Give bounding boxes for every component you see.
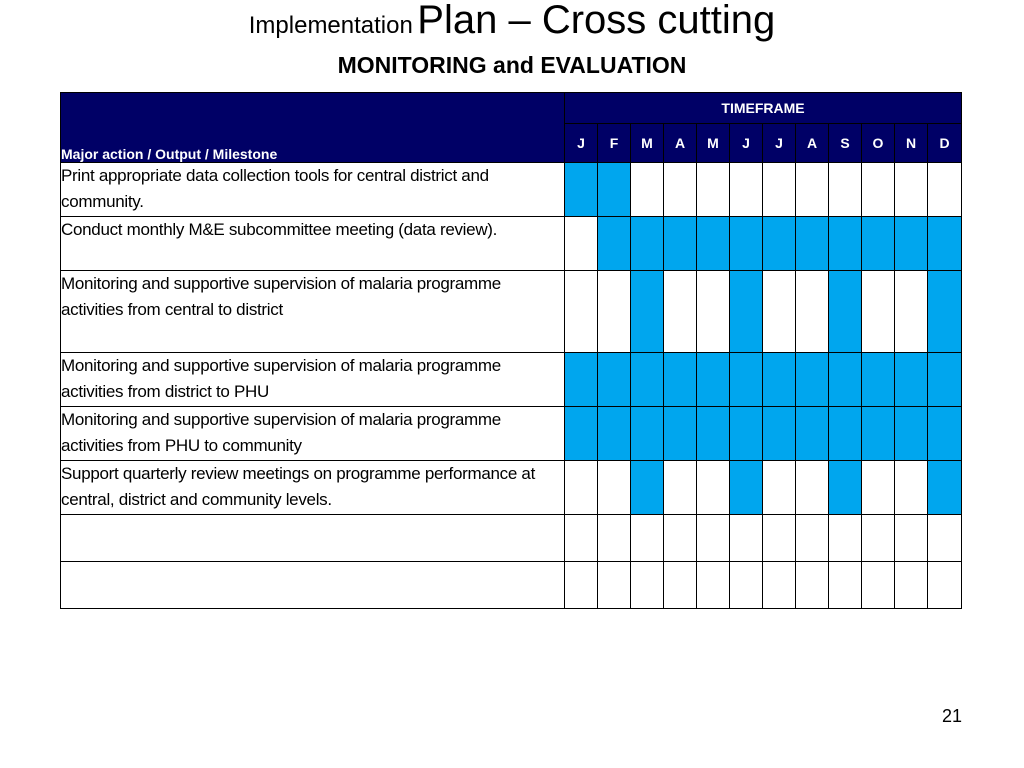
- timeframe-cell-empty: [829, 562, 862, 609]
- month-header-10: N: [895, 124, 928, 163]
- timeframe-cell-empty: [664, 515, 697, 562]
- timeframe-cell-active: [796, 353, 829, 407]
- timeframe-cell-empty: [862, 515, 895, 562]
- month-header-8: S: [829, 124, 862, 163]
- timeframe-header: TIMEFRAME: [565, 93, 962, 124]
- timeframe-cell-active: [631, 461, 664, 515]
- action-column-header: Major action / Output / Milestone: [61, 93, 565, 163]
- month-header-5: J: [730, 124, 763, 163]
- timeframe-cell-active: [631, 271, 664, 353]
- action-cell: Print appropriate data collection tools for central district and community.: [61, 163, 565, 217]
- timeframe-cell-active: [730, 217, 763, 271]
- month-header-1: F: [598, 124, 631, 163]
- month-header-0: J: [565, 124, 598, 163]
- timeframe-cell-empty: [862, 562, 895, 609]
- timeframe-cell-active: [862, 353, 895, 407]
- timeframe-cell-active: [928, 271, 962, 353]
- timeframe-cell-empty: [928, 163, 962, 217]
- timeframe-cell-empty: [697, 163, 730, 217]
- timeframe-cell-empty: [697, 461, 730, 515]
- timeframe-cell-empty: [829, 515, 862, 562]
- page-number: 21: [941, 706, 962, 726]
- timeframe-cell-empty: [796, 461, 829, 515]
- action-cell: Monitoring and supportive supervision of malaria programme activities from central to district: [61, 271, 565, 353]
- timeframe-cell-active: [598, 163, 631, 217]
- slide-title: [0, 0, 1024, 48]
- timeframe-cell-active: [895, 353, 928, 407]
- timeframe-cell-empty: [730, 163, 763, 217]
- table-row: [61, 515, 962, 562]
- timeframe-cell-empty: [796, 271, 829, 353]
- timeframe-cell-active: [565, 163, 598, 217]
- month-header-9: O: [862, 124, 895, 163]
- timeframe-cell-active: [829, 271, 862, 353]
- timeframe-cell-active: [928, 217, 962, 271]
- timeframe-cell-active: [895, 407, 928, 461]
- timeframe-cell-empty: [895, 271, 928, 353]
- timeframe-cell-empty: [763, 163, 796, 217]
- timeframe-cell-empty: [895, 515, 928, 562]
- timeframe-cell-empty: [862, 461, 895, 515]
- timeframe-cell-empty: [565, 515, 598, 562]
- table-row: [61, 163, 962, 217]
- timeframe-cell-empty: [928, 562, 962, 609]
- timeframe-cell-empty: [730, 562, 763, 609]
- timeframe-cell-active: [862, 217, 895, 271]
- timeframe-cell-empty: [697, 271, 730, 353]
- timeframe-cell-empty: [697, 562, 730, 609]
- action-cell: [61, 562, 565, 609]
- timeframe-cell-active: [796, 217, 829, 271]
- timeframe-cell-empty: [928, 515, 962, 562]
- table-row: [61, 271, 962, 353]
- month-header-7: A: [796, 124, 829, 163]
- timeframe-cell-empty: [796, 515, 829, 562]
- timeframe-cell-empty: [565, 562, 598, 609]
- timeframe-cell-active: [829, 217, 862, 271]
- timeframe-cell-empty: [664, 461, 697, 515]
- table-row: [61, 562, 962, 609]
- timeframe-cell-empty: [796, 163, 829, 217]
- timeframe-cell-empty: [565, 461, 598, 515]
- timeframe-cell-active: [730, 407, 763, 461]
- timeframe-cell-active: [565, 407, 598, 461]
- title-large-text: Plan – Cross cutting: [417, 0, 776, 42]
- month-header-4: M: [697, 124, 730, 163]
- timeframe-cell-active: [730, 461, 763, 515]
- timeframe-cell-active: [730, 271, 763, 353]
- timeframe-cell-empty: [895, 461, 928, 515]
- month-header-11: D: [928, 124, 962, 163]
- action-cell: [61, 515, 565, 562]
- timeframe-cell-active: [829, 461, 862, 515]
- timeframe-cell-active: [664, 217, 697, 271]
- timeframe-cell-empty: [631, 562, 664, 609]
- timeframe-cell-empty: [631, 515, 664, 562]
- timeframe-cell-empty: [664, 271, 697, 353]
- timeframe-cell-empty: [829, 163, 862, 217]
- timeframe-cell-empty: [664, 562, 697, 609]
- plan-table-body: [61, 163, 962, 609]
- timeframe-cell-empty: [598, 271, 631, 353]
- slide-subtitle: MONITORING and EVALUATION: [337, 52, 687, 78]
- table-row: [61, 353, 962, 407]
- table-row: [61, 461, 962, 515]
- timeframe-cell-empty: [862, 271, 895, 353]
- timeframe-cell-empty: [763, 562, 796, 609]
- timeframe-cell-active: [598, 217, 631, 271]
- timeframe-cell-empty: [763, 461, 796, 515]
- timeframe-cell-empty: [763, 515, 796, 562]
- timeframe-cell-active: [895, 217, 928, 271]
- timeframe-cell-active: [598, 353, 631, 407]
- action-cell: Monitoring and supportive supervision of malaria programme activities from PHU to community: [61, 407, 565, 461]
- action-cell: Monitoring and supportive supervision of malaria programme activities from district to PHU: [61, 353, 565, 407]
- timeframe-cell-empty: [598, 515, 631, 562]
- timeframe-cell-empty: [631, 163, 664, 217]
- timeframe-cell-empty: [598, 562, 631, 609]
- timeframe-cell-active: [928, 461, 962, 515]
- implementation-plan-table: [60, 92, 962, 609]
- timeframe-cell-active: [829, 353, 862, 407]
- timeframe-cell-empty: [895, 562, 928, 609]
- timeframe-cell-active: [697, 353, 730, 407]
- table-row: [61, 407, 962, 461]
- month-header-2: M: [631, 124, 664, 163]
- timeframe-cell-empty: [565, 271, 598, 353]
- table-row: [61, 217, 962, 271]
- timeframe-cell-empty: [796, 562, 829, 609]
- timeframe-cell-empty: [862, 163, 895, 217]
- timeframe-cell-active: [598, 407, 631, 461]
- month-header-6: J: [763, 124, 796, 163]
- timeframe-cell-empty: [895, 163, 928, 217]
- timeframe-cell-empty: [697, 515, 730, 562]
- timeframe-cell-active: [862, 407, 895, 461]
- title-small-text: Implementation: [248, 12, 413, 39]
- timeframe-cell-active: [763, 353, 796, 407]
- timeframe-cell-active: [565, 353, 598, 407]
- action-cell: Support quarterly review meetings on programme performance at central, district and community levels.: [61, 461, 565, 515]
- timeframe-cell-active: [631, 217, 664, 271]
- timeframe-cell-empty: [598, 461, 631, 515]
- timeframe-cell-empty: [763, 271, 796, 353]
- timeframe-cell-active: [697, 407, 730, 461]
- timeframe-cell-active: [763, 217, 796, 271]
- timeframe-cell-active: [631, 407, 664, 461]
- timeframe-cell-active: [697, 217, 730, 271]
- timeframe-cell-active: [829, 407, 862, 461]
- timeframe-cell-empty: [565, 217, 598, 271]
- timeframe-cell-active: [664, 353, 697, 407]
- timeframe-cell-active: [796, 407, 829, 461]
- timeframe-cell-active: [763, 407, 796, 461]
- timeframe-cell-active: [631, 353, 664, 407]
- month-header-3: A: [664, 124, 697, 163]
- timeframe-cell-empty: [664, 163, 697, 217]
- action-cell: Conduct monthly M&E subcommittee meeting (data review).: [61, 217, 565, 271]
- timeframe-cell-active: [928, 407, 962, 461]
- timeframe-cell-active: [664, 407, 697, 461]
- timeframe-cell-active: [730, 353, 763, 407]
- timeframe-cell-active: [928, 353, 962, 407]
- timeframe-cell-empty: [730, 515, 763, 562]
